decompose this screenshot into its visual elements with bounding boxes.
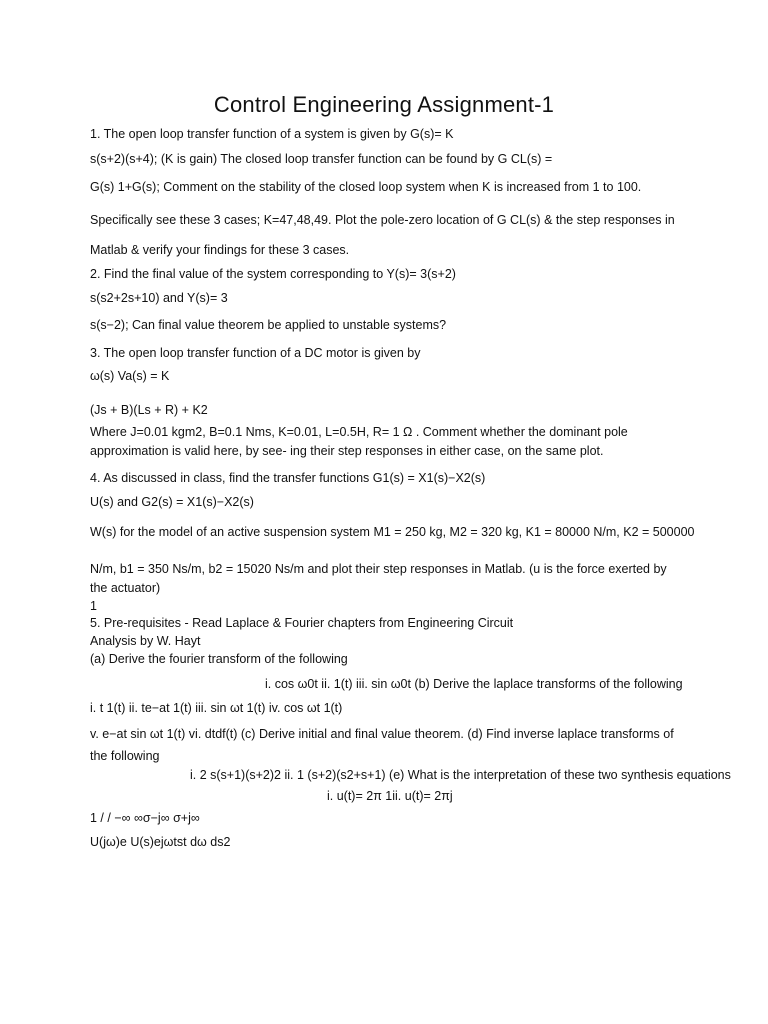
q1-line-2	[90, 153, 552, 166]
q5-text-7: the following	[90, 749, 160, 763]
q4-line-3	[90, 526, 695, 539]
q1-line-4	[90, 214, 675, 227]
q4-line-5	[90, 582, 160, 595]
q3-text-1: 3. The open loop transfer function of a DC motor is given by	[90, 346, 421, 360]
q5-line-7	[90, 750, 160, 763]
q5-text-1: 5. Pre-requisites - Read Laplace & Fourier chapters from Engineering Circuit	[90, 616, 514, 630]
q3-text-4: Where J=0.01 kgm2, B=0.1 Nms, K=0.01, L=0.5H, R= 1 Ω . Comment whether the dominant pole	[90, 425, 628, 439]
q1-line-3	[90, 181, 641, 194]
q4-line-4	[90, 563, 667, 576]
q5-text-6: v. e−at sin ωt 1(t) vi. dtdf(t) (c) Derive initial and final value theorem. (d) Find inverse laplace transforms of	[90, 727, 674, 741]
q5-text-10: 1 / / −∞ ∞σ−j∞ σ+j∞	[90, 811, 200, 825]
q3-line-2	[90, 370, 169, 383]
q3-text-3: (Js + B)(Ls + R) + K2	[90, 403, 208, 417]
q5-text-3: (a) Derive the fourier transform of the following	[90, 652, 348, 666]
q5-text-9: i. u(t)= 2π 1ii. u(t)= 2πj	[327, 789, 453, 803]
q1-text-4: Specifically see these 3 cases; K=47,48,49. Plot the pole-zero location of G CL(s) & the step responses in	[90, 213, 675, 227]
q5-text-11: U(jω)e U(s)ejωtst dω ds2	[90, 835, 231, 849]
q2-line-2	[90, 292, 228, 305]
q5-line-2	[90, 635, 200, 648]
q2-text-3: s(s−2); Can final value theorem be applied to unstable systems?	[90, 318, 447, 332]
q4-text-5: the actuator)	[90, 581, 161, 595]
q4-line-1	[90, 472, 485, 485]
q4-text-3: W(s) for the model of an active suspension system M1 = 250 kg, M2 = 320 kg, K1 = 80000 N/m, K2 = 500000	[90, 525, 695, 539]
q5-text-8: i. 2 s(s+1)(s+2)2 ii. 1 (s+2)(s2+s+1) (e) What is the interpretation of these two synthesis equations	[190, 768, 731, 782]
q4-text-4: N/m, b1 = 350 Ns/m, b2 = 15020 Ns/m and plot their step responses in Matlab. (u is the force exerted by	[90, 562, 667, 576]
q4-text-2: U(s) and G2(s) = X1(s)−X2(s)	[90, 495, 254, 509]
q1-line-1	[90, 128, 454, 141]
q3-text-5: approximation is valid here, by see- ing their step responses in either case, on the same plot.	[90, 444, 604, 458]
q5-line-9	[327, 790, 453, 803]
q2-line-3	[90, 319, 446, 332]
q1-text-5: Matlab & verify your findings for these 3 cases.	[90, 243, 350, 257]
q5-text-5: i. t 1(t) ii. te−at 1(t) iii. sin ωt 1(t) iv. cos ωt 1(t)	[90, 701, 343, 715]
q3-line-4	[90, 426, 628, 439]
page-number	[90, 600, 97, 613]
q1-text-1: 1. The open loop transfer function of a system is given by G(s)= K	[90, 127, 454, 141]
q5-line-4	[265, 678, 683, 691]
q2-text-2: s(s2+2s+10) and Y(s)= 3	[90, 291, 228, 305]
page-number-text: 1	[90, 599, 97, 613]
q4-line-2	[90, 496, 254, 509]
q3-line-5	[90, 445, 603, 458]
q5-line-3	[90, 653, 348, 666]
q3-line-3	[90, 404, 208, 417]
q5-line-8	[190, 769, 731, 782]
q1-text-3: G(s) 1+G(s); Comment on the stability of the closed loop system when K is increased from 1 to 100.	[90, 180, 642, 194]
q2-text-1: 2. Find the final value of the system corresponding to Y(s)= 3(s+2)	[90, 267, 456, 281]
q4-text-1: 4. As discussed in class, find the transfer functions G1(s) = X1(s)−X2(s)	[90, 471, 486, 485]
q5-text-2: Analysis by W. Hayt	[90, 634, 201, 648]
q1-text-2: s(s+2)(s+4); (K is gain) The closed loop transfer function can be found by G CL(s) =	[90, 152, 553, 166]
document-title: Control Engineering Assignment-1	[213, 92, 555, 117]
q5-line-11	[90, 836, 230, 849]
q3-line-1	[90, 347, 421, 360]
q5-text-4: i. cos ω0t ii. 1(t) iii. sin ω0t (b) Derive the laplace transforms of the following	[265, 677, 683, 691]
q2-line-1	[90, 268, 456, 281]
q5-line-5	[90, 702, 342, 715]
q5-line-10	[90, 812, 200, 825]
q5-line-6	[90, 728, 674, 741]
q1-line-5	[90, 244, 349, 257]
q3-text-2: ω(s) Va(s) = K	[90, 369, 170, 383]
q5-line-1	[90, 617, 513, 630]
